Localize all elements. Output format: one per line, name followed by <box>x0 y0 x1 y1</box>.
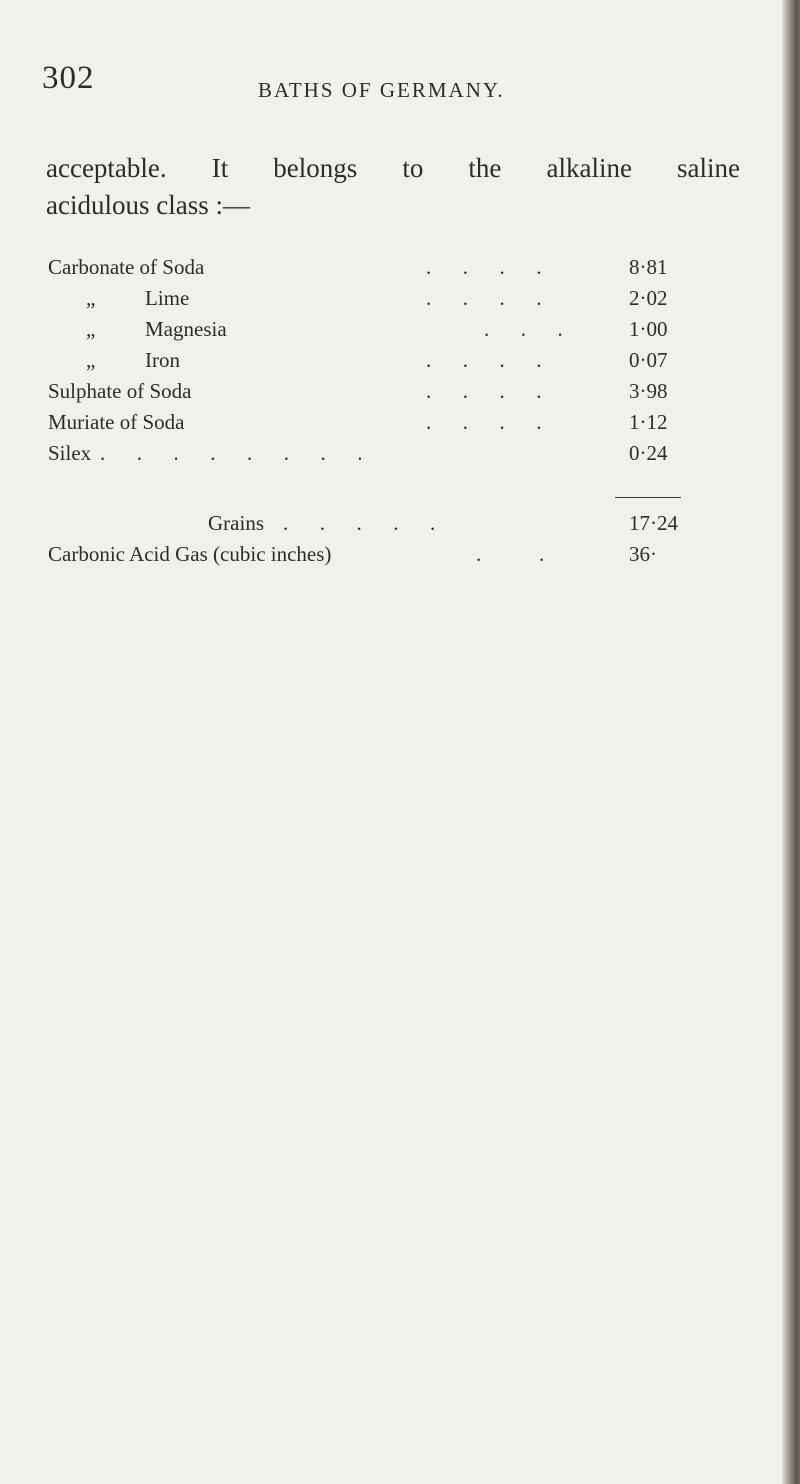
row-value: 0·07 <box>629 348 668 372</box>
leader-dots: . . . <box>484 317 563 341</box>
leader-dots: . . . . <box>426 255 542 279</box>
paragraph-line-2: acidulous class :— <box>46 190 250 220</box>
word: It <box>211 153 229 183</box>
row-value: 0·24 <box>629 441 668 465</box>
leader-dots: . . . . <box>426 348 542 372</box>
word: the <box>468 153 502 183</box>
row-value: 36· <box>629 542 657 566</box>
row-label: Lime <box>145 286 190 310</box>
row-value: 3·98 <box>629 379 668 403</box>
row-label: Sulphate of Soda <box>48 379 192 403</box>
row-value: 17·24 <box>629 511 678 535</box>
word: alkaline <box>546 153 632 183</box>
row-label: Iron <box>145 348 180 372</box>
row-label: Magnesia <box>145 317 227 341</box>
leader-dots: . . . . . . . . <box>100 441 363 465</box>
page-edge-shadow <box>782 0 800 1484</box>
leader-dots: . . <box>476 542 545 566</box>
paragraph-line-1 <box>46 150 740 187</box>
row-value: 8·81 <box>629 255 668 279</box>
page-number: 302 <box>42 60 95 96</box>
leader-dots: . . . . . <box>283 511 436 535</box>
row-label: Carbonic Acid Gas (cubic inches) <box>48 542 332 566</box>
row-value: 1·12 <box>629 410 668 434</box>
ditto-mark: „ <box>86 348 96 372</box>
ditto-mark: „ <box>86 317 96 341</box>
row-label: Carbonate of Soda <box>48 255 205 279</box>
row-label: Muriate of Soda <box>48 410 185 434</box>
ditto-mark: „ <box>86 286 96 310</box>
row-value: 1·00 <box>629 317 668 341</box>
word: to <box>402 153 424 183</box>
word: acceptable. <box>46 153 167 183</box>
row-label: Silex <box>48 441 92 465</box>
row-value: 2·02 <box>629 286 668 310</box>
sum-rule <box>615 497 681 498</box>
word: belongs <box>273 153 358 183</box>
running-head: BATHS OF GERMANY. <box>258 78 505 102</box>
leader-dots: . . . . <box>426 410 542 434</box>
leader-dots: . . . . <box>426 379 542 403</box>
word: saline <box>677 153 740 183</box>
leader-dots: . . . . <box>426 286 542 310</box>
row-label: Grains <box>208 511 264 535</box>
intro-paragraph <box>46 150 746 224</box>
